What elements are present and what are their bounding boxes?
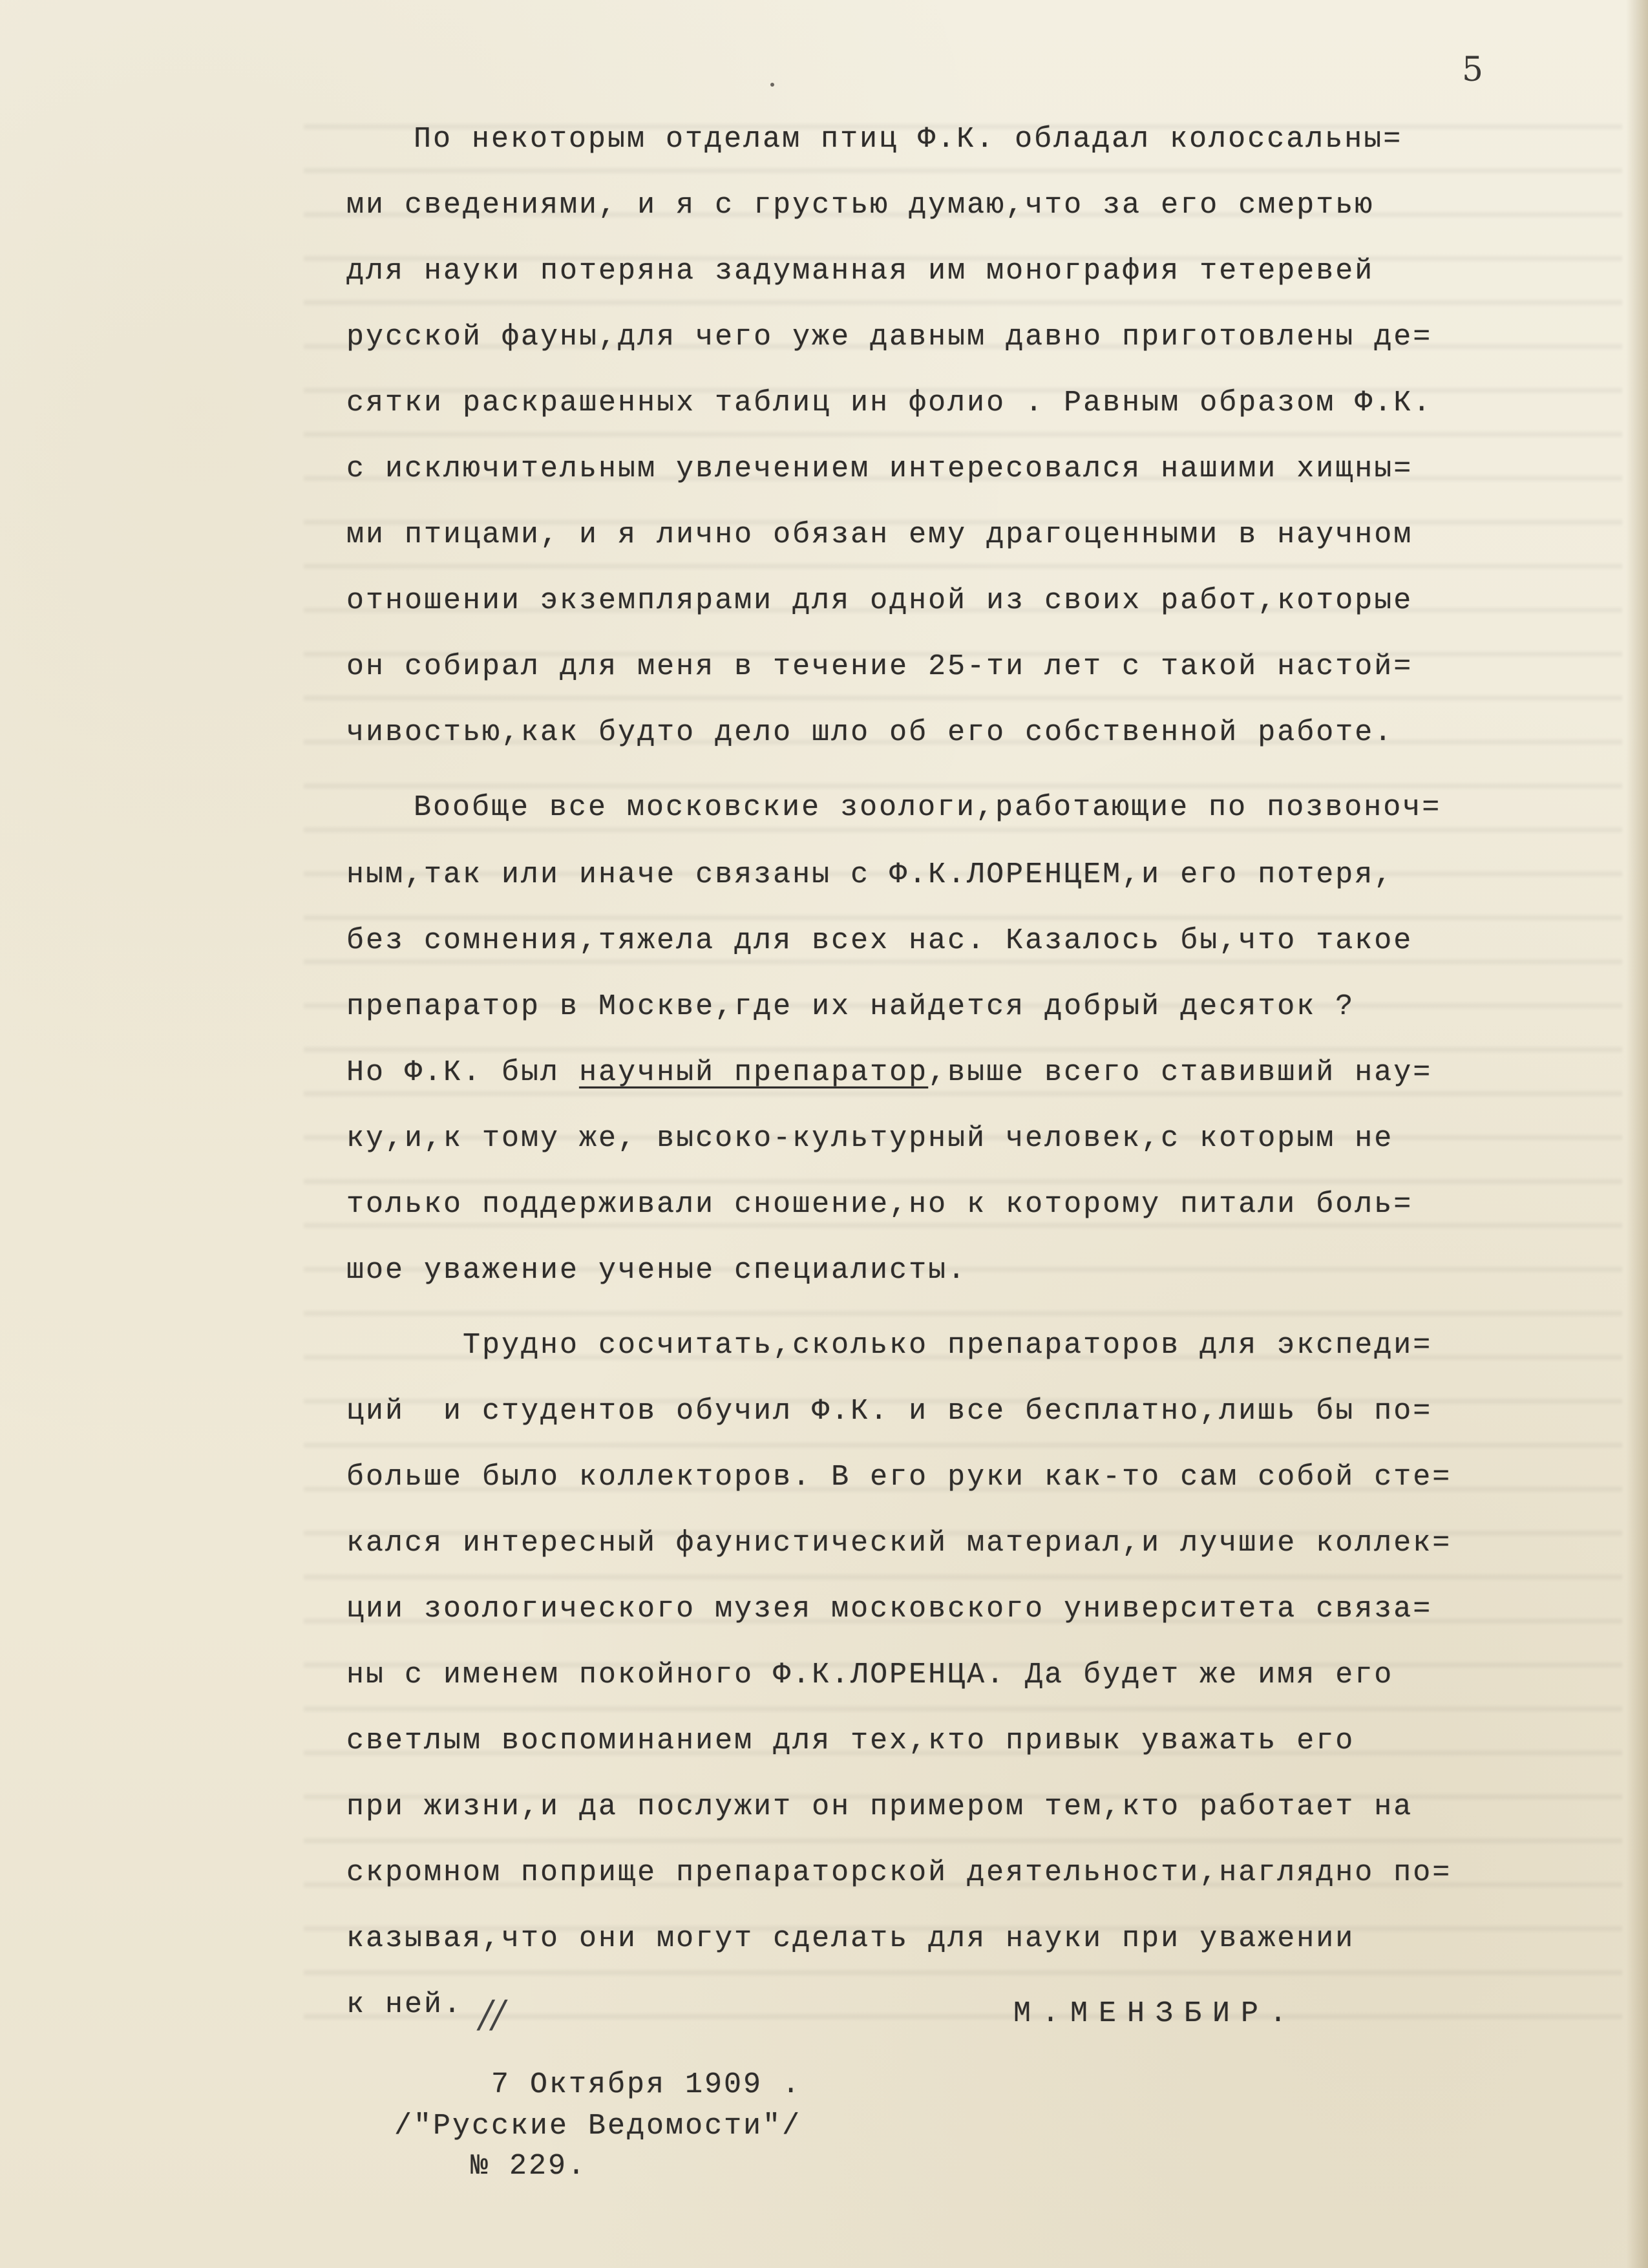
text-line: ми сведениями, и я с грустью думаю,что за его смертью bbox=[346, 189, 1375, 222]
text-line: Вообще все московские зоологи,работающие по позвоноч= bbox=[414, 791, 1442, 824]
page-number: 5 bbox=[1462, 50, 1484, 89]
issue-number: № 229. bbox=[470, 2150, 587, 2183]
text-fragment: ,выше всего ставивший нау= bbox=[928, 1056, 1433, 1089]
text-line: По некоторым отделам птиц Ф.К. обладал колоссальны= bbox=[414, 123, 1403, 156]
text-line: шое уважение ученые специалисты. bbox=[346, 1254, 967, 1287]
text-line: ку,и,к тому же, высоко-культурный человек,с которым не bbox=[346, 1122, 1394, 1155]
text-line: с исключительным увлечением интересовался нашими хищны= bbox=[346, 452, 1413, 485]
text-line: Трудно сосчитать,сколько препараторов для экспеди= bbox=[463, 1329, 1433, 1362]
text-line: больше было коллекторов. В его руки как-то сам собой сте= bbox=[346, 1461, 1452, 1494]
text-line: ции зоологического музея московского университета связа= bbox=[346, 1593, 1433, 1626]
text-line: светлым воспоминанием для тех,кто привык уважать его bbox=[346, 1724, 1355, 1757]
text-line: к ней. bbox=[346, 1988, 463, 2021]
text-line: ций и студентов обучил Ф.К. и все бесплатно,лишь бы по= bbox=[346, 1395, 1433, 1428]
text-line: ным,так или иначе связаны с Ф.К.ЛОРЕНЦЕМ,и его потеря, bbox=[346, 858, 1394, 891]
text-line: только поддерживали сношение,но к которому питали боль= bbox=[346, 1188, 1413, 1221]
text-fragment: Но Ф.К. был bbox=[346, 1056, 580, 1089]
text-line: чивостью,как будто дело шло об его собственной работе. bbox=[346, 716, 1394, 749]
underlined-phrase: научный препаратор bbox=[579, 1056, 929, 1089]
text-line: казывая,что они могут сделать для науки при уважении bbox=[346, 1922, 1355, 1955]
text-line: ны с именем покойного Ф.К.ЛОРЕНЦА. Да будет же имя его bbox=[346, 1659, 1394, 1691]
text-line: русской фауны,для чего уже давным давно приготовлены де= bbox=[346, 321, 1433, 354]
text-line: он собирал для меня в течение 25-ти лет с такой настой= bbox=[346, 650, 1413, 683]
source-line: /"Русские Ведомости"/ bbox=[394, 2110, 802, 2143]
text-line: скромном поприще препараторской деятельности,наглядно по= bbox=[346, 1856, 1452, 1889]
text-line-with-underline bbox=[346, 1056, 1432, 1089]
text-line: без сомнения,тяжела для всех нас. Казалось бы,что такое bbox=[346, 924, 1413, 957]
handwritten-mark: // bbox=[480, 1992, 505, 2036]
text-line: при жизни,и да послужит он примером тем,кто работает на bbox=[346, 1790, 1413, 1823]
text-line: препаратор в Москве,где их найдется добрый десяток ? bbox=[346, 990, 1355, 1023]
author-signature: М.МЕНЗБИР. bbox=[1013, 1997, 1298, 2030]
text-line: для науки потеряна задуманная им монография тетеревей bbox=[346, 255, 1375, 288]
text-line: кался интересный фаунистический материал,и лучшие коллек= bbox=[346, 1527, 1452, 1560]
text-line: ми птицами, и я лично обязан ему драгоценными в научном bbox=[346, 518, 1413, 551]
text-line: отношении экземплярами для одной из своих работ,которые bbox=[346, 584, 1413, 617]
date-line: 7 Октября 1909 . bbox=[491, 2068, 802, 2101]
text-line: сятки раскрашенных таблиц ин фолио . Равным образом Ф.К. bbox=[346, 387, 1433, 419]
